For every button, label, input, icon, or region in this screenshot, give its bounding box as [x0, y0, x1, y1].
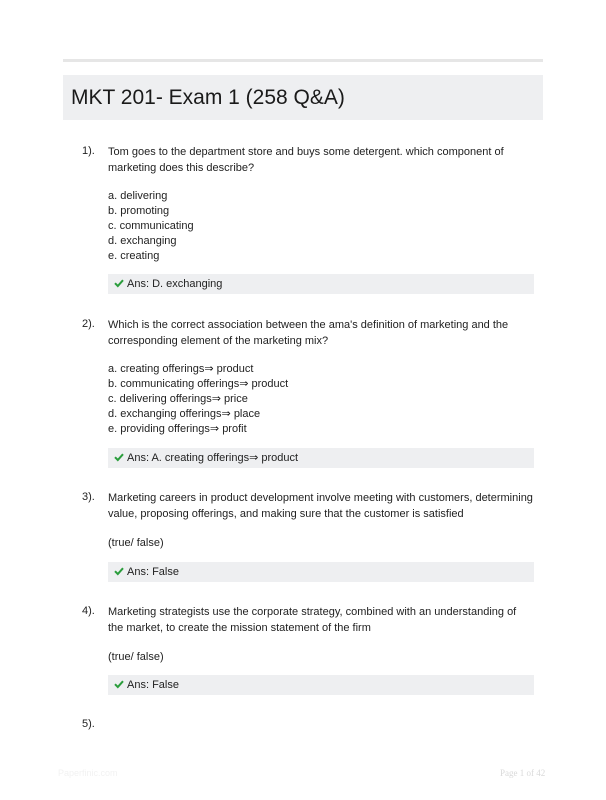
- question-text: Tom goes to the department store and buys some detergent. which component of marketing does this describe?: [108, 146, 504, 174]
- true-false-hint: (true/ false): [108, 537, 164, 549]
- option-e: e. creating: [108, 250, 160, 262]
- answer-box: [108, 675, 534, 695]
- options-list: [108, 650, 528, 665]
- question-number: 5).: [82, 718, 95, 730]
- answer-box: [108, 274, 534, 294]
- answer-text: Ans: False: [127, 679, 179, 691]
- check-icon: [114, 278, 124, 288]
- answer-text: Ans: A. creating offerings⇒ product: [127, 452, 299, 464]
- option-c: c. delivering offerings⇒ price: [108, 393, 248, 405]
- option-d: d. exchanging offerings⇒ place: [108, 408, 261, 420]
- question-text: Which is the correct association between the ama's definition of marketing and the corresponding element of the marketing mix?: [108, 319, 509, 347]
- answer-text: Ans: False: [127, 566, 179, 578]
- options-list: [108, 362, 528, 437]
- option-d: d. exchanging: [108, 235, 177, 247]
- page-number: Page 1 of 42: [500, 768, 546, 778]
- answer-text: Ans: D. exchanging: [127, 278, 223, 290]
- question-number: 3).: [82, 491, 95, 503]
- option-a: a. delivering: [108, 190, 168, 202]
- question-number: 2).: [82, 318, 95, 330]
- question-number: 4).: [82, 605, 95, 617]
- option-c: c. communicating: [108, 220, 194, 232]
- option-e: e. providing offerings⇒ profit: [108, 423, 247, 435]
- check-icon: [114, 566, 124, 576]
- option-a: a. creating offerings⇒ product: [108, 363, 254, 375]
- options-list: [108, 536, 528, 551]
- option-b: b. promoting: [108, 205, 170, 217]
- title-bar: [63, 75, 543, 120]
- check-icon: [114, 452, 124, 462]
- option-b: b. communicating offerings⇒ product: [108, 378, 289, 390]
- answer-box: [108, 562, 534, 582]
- answer-box: [108, 448, 534, 468]
- options-list: [108, 189, 528, 264]
- check-icon: [114, 679, 124, 689]
- question-text: Marketing careers in product development involve meeting with customers, determining value, proposing offerings, and making sure that the customer is satisfied: [108, 492, 533, 520]
- question-text: Marketing strategists use the corporate strategy, combined with an understanding of the market, to create the mission statement of the firm: [108, 606, 517, 634]
- top-divider: [63, 59, 543, 62]
- footer-watermark: Paperfinic.com: [58, 768, 118, 778]
- question-number: 1).: [82, 145, 95, 157]
- true-false-hint: (true/ false): [108, 651, 164, 663]
- page-title: MKT 201- Exam 1 (258 Q&A): [71, 86, 345, 109]
